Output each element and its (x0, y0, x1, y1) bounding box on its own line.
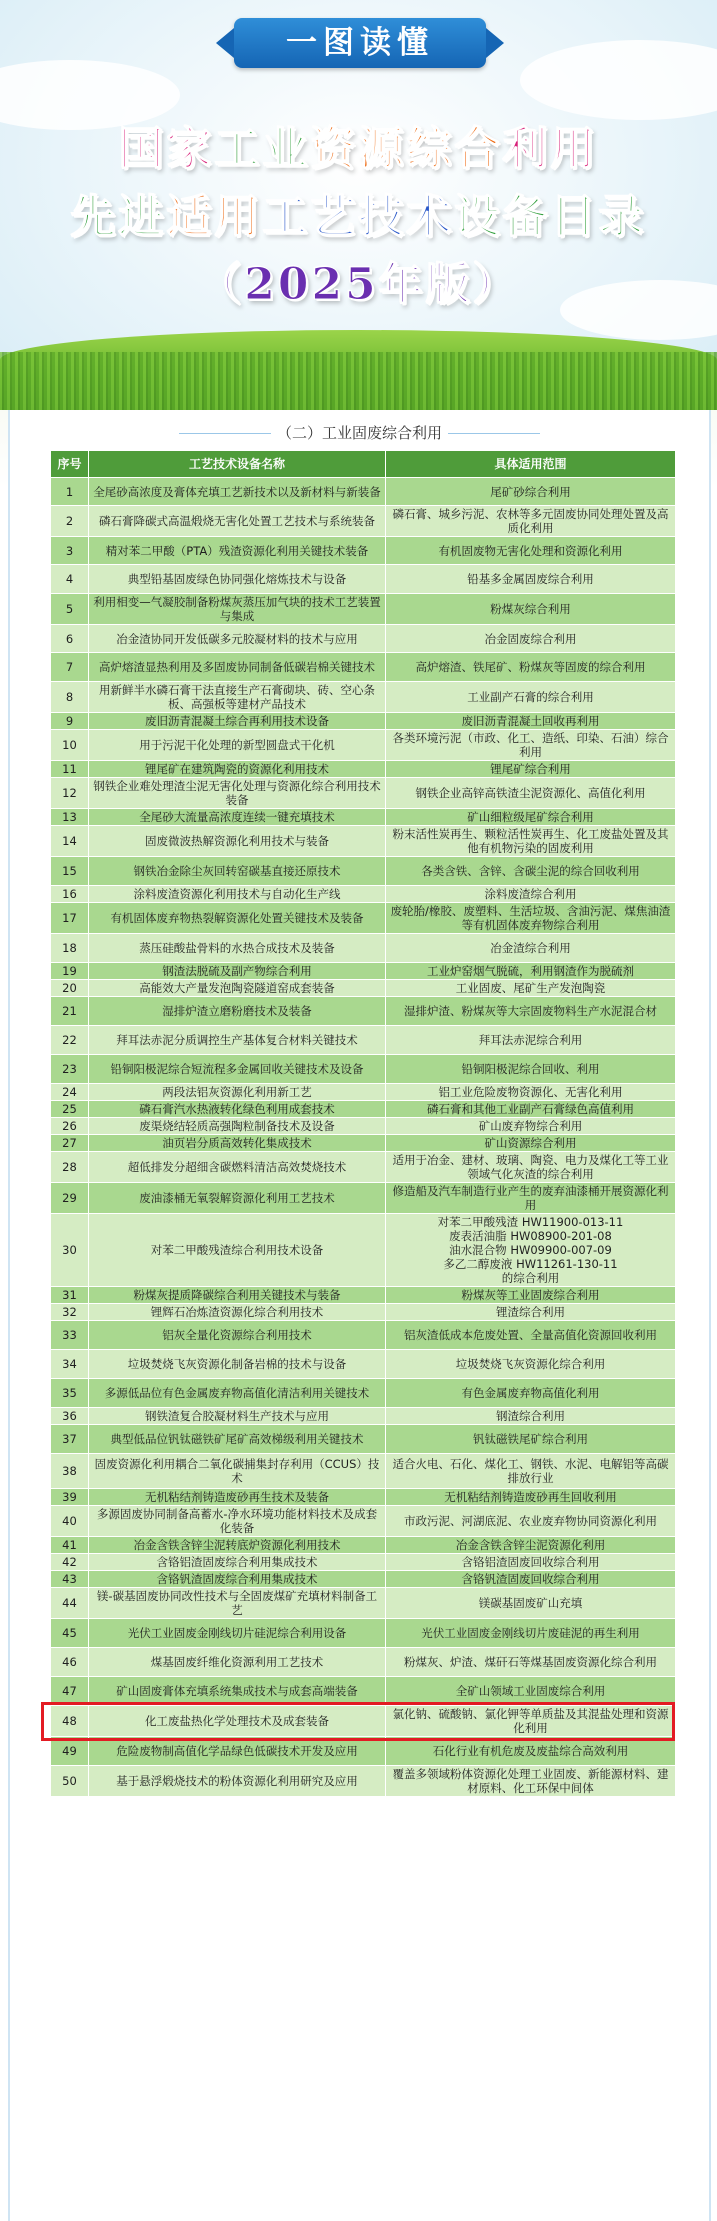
tech-name-cell: 废渠烧结轻质高强陶粒制备技术及设备 (89, 1118, 386, 1135)
row-number-cell: 36 (51, 1408, 89, 1425)
table-row (51, 565, 676, 594)
highlight-box-row-48 (41, 1702, 675, 1741)
header-no: 序号 (51, 451, 89, 478)
row-number-cell: 8 (51, 682, 89, 713)
title-segment: 设备目录 (454, 190, 647, 243)
title-segment: 工艺技术 (262, 190, 455, 243)
tech-name-cell: 基于悬浮煅烧技术的粉体资源化利用研究及应用 (89, 1766, 386, 1797)
tech-name-cell: 危险废物制高值化学品绿色低碳技术开发及应用 (89, 1737, 386, 1766)
table-row (51, 1055, 676, 1084)
row-number-cell: 2 (51, 506, 89, 537)
main-title-line1 (0, 112, 717, 177)
row-number-cell: 4 (51, 565, 89, 594)
table-row (51, 506, 676, 537)
tech-name-cell: 湿排炉渣立磨粉磨技术及装备 (89, 997, 386, 1026)
scope-cell: 磷石膏、城乡污泥、农林等多元固废协同处理处置及高质化利用 (386, 506, 676, 537)
divider (179, 433, 271, 434)
tech-name-cell: 垃圾焚烧飞灰资源化制备岩棉的技术与设备 (89, 1350, 386, 1379)
tech-name-cell: 含铬铝渣固废综合利用集成技术 (89, 1554, 386, 1571)
scope-cell: 光伏工业固废金刚线切片废硅泥的再生利用 (386, 1619, 676, 1648)
ribbon-label: 一图读懂 (234, 18, 486, 68)
row-number-cell: 35 (51, 1379, 89, 1408)
tech-name-cell: 拜耳法赤泥分质调控生产基体复合材料关键技术 (89, 1026, 386, 1055)
tech-name-cell: 全尾砂高浓度及膏体充填工艺新技术以及新材料与新装备 (89, 478, 386, 506)
scope-cell: 含铬铝渣固废回收综合利用 (386, 1554, 676, 1571)
table-row (51, 1554, 676, 1571)
tech-name-cell: 锂尾矿在建筑陶瓷的资源化利用技术 (89, 761, 386, 778)
row-number-cell: 47 (51, 1677, 89, 1706)
table-row (51, 1489, 676, 1506)
scope-cell: 工业固废、尾矿生产发泡陶瓷 (386, 980, 676, 997)
row-number-cell: 13 (51, 809, 89, 826)
row-number-cell: 30 (51, 1214, 89, 1287)
table-row (51, 1084, 676, 1101)
row-number-cell: 41 (51, 1537, 89, 1554)
title-segment: 适用 (166, 190, 263, 243)
table-row (51, 713, 676, 730)
scope-cell: 粉煤灰等工业固废综合利用 (386, 1287, 676, 1304)
table-row (51, 1619, 676, 1648)
table-row (51, 1571, 676, 1588)
tech-name-cell: 粉煤灰提质降碳综合利用关键技术与装备 (89, 1287, 386, 1304)
row-number-cell: 12 (51, 778, 89, 809)
row-number-cell: 19 (51, 963, 89, 980)
tech-name-cell: 典型铅基固废绿色协同强化熔炼技术与设备 (89, 565, 386, 594)
header-scope: 具体适用范围 (386, 451, 676, 478)
table-row (51, 537, 676, 565)
header-name: 工艺技术设备名称 (89, 451, 386, 478)
table-row (51, 809, 676, 826)
tech-name-cell: 利用相变—气凝胶制备粉煤灰蒸压加气块的技术工艺装置与集成 (89, 594, 386, 625)
tech-name-cell: 化工废盐热化学处理技术及成套装备 (89, 1706, 386, 1737)
scope-cell: 适合火电、石化、煤化工、钢铁、水泥、电解铝等高碳排放行业 (386, 1454, 676, 1489)
scope-cell: 钢渣综合利用 (386, 1408, 676, 1425)
scope-cell: 有色金属废弃物高值化利用 (386, 1379, 676, 1408)
table-row (51, 903, 676, 934)
table-row (51, 778, 676, 809)
scope-cell: 粉煤灰、炉渣、煤矸石等煤基固废资源化综合利用 (386, 1648, 676, 1677)
row-number-cell: 34 (51, 1350, 89, 1379)
tech-name-cell: 固废微波热解资源化利用技术与装备 (89, 826, 386, 857)
row-number-cell: 15 (51, 857, 89, 886)
scope-cell: 各类含铁、含锌、含碳尘泥的综合回收利用 (386, 857, 676, 886)
scope-cell: 冶金渣综合利用 (386, 934, 676, 963)
table-row (51, 1101, 676, 1118)
tech-name-cell: 锂辉石冶炼渣资源化综合利用技术 (89, 1304, 386, 1321)
tech-name-cell: 多源固废协同制备高蓄水-净水环境功能材料技术及成套化装备 (89, 1506, 386, 1537)
edition-label: （2025年版） (197, 259, 520, 310)
row-number-cell: 31 (51, 1287, 89, 1304)
row-number-cell: 14 (51, 826, 89, 857)
scope-cell: 市政污泥、河湖底泥、农业废弃物协同资源化利用 (386, 1506, 676, 1537)
scope-cell: 矿山细粒级尾矿综合利用 (386, 809, 676, 826)
row-number-cell: 27 (51, 1135, 89, 1152)
title-segment: 利用 (502, 122, 599, 175)
scope-cell: 废旧沥青混凝土回收再利用 (386, 713, 676, 730)
tech-name-cell: 废旧沥青混凝土综合再利用技术设备 (89, 713, 386, 730)
row-number-cell: 17 (51, 903, 89, 934)
tech-name-cell: 含铬钒渣固废综合利用集成技术 (89, 1571, 386, 1588)
row-number-cell: 29 (51, 1183, 89, 1214)
tech-name-cell: 油页岩分质高效转化集成技术 (89, 1135, 386, 1152)
table-row (51, 1214, 676, 1287)
table-row (51, 1408, 676, 1425)
scope-cell: 铅铜阳极泥综合回收、利用 (386, 1055, 676, 1084)
scope-cell: 冶金含铁含锌尘泥资源化利用 (386, 1537, 676, 1554)
scope-cell: 矿山废弃物综合利用 (386, 1118, 676, 1135)
main-title-line2 (0, 180, 717, 245)
tech-name-cell: 钢渣法脱硫及副产物综合利用 (89, 963, 386, 980)
row-number-cell: 44 (51, 1588, 89, 1619)
scope-cell: 各类环境污泥（市政、化工、造纸、印染、石油）综合利用 (386, 730, 676, 761)
table-row (51, 625, 676, 653)
row-number-cell: 6 (51, 625, 89, 653)
row-number-cell: 9 (51, 713, 89, 730)
title-segment: 工业 (214, 122, 311, 175)
scope-cell: 氯化钠、硫酸钠、氯化钾等单质盐及其混盐处理和资源化利用 (386, 1706, 676, 1737)
row-number-cell: 46 (51, 1648, 89, 1677)
table-row (51, 1454, 676, 1489)
table-row (51, 1379, 676, 1408)
row-number-cell: 32 (51, 1304, 89, 1321)
tech-name-cell: 铅铜阳极泥综合短流程多金属回收关键技术及设备 (89, 1055, 386, 1084)
table-row (51, 963, 676, 980)
scope-cell: 铅基多金属固废综合利用 (386, 565, 676, 594)
table-row (51, 653, 676, 682)
table-row (51, 1287, 676, 1304)
table-row (51, 1537, 676, 1554)
table-row (51, 1766, 676, 1797)
tech-name-cell: 废油漆桶无氧裂解资源化利用工艺技术 (89, 1183, 386, 1214)
tech-name-cell: 光伏工业固废金刚线切片硅泥综合利用设备 (89, 1619, 386, 1648)
scope-cell: 石化行业有机危废及废盐综合高效利用 (386, 1737, 676, 1766)
tech-name-cell: 精对苯二甲酸（PTA）残渣资源化利用关键技术装备 (89, 537, 386, 565)
table-row (51, 1350, 676, 1379)
scope-cell: 锂尾矿综合利用 (386, 761, 676, 778)
row-number-cell: 21 (51, 997, 89, 1026)
header-banner (0, 0, 717, 410)
row-number-cell: 18 (51, 934, 89, 963)
row-number-cell: 43 (51, 1571, 89, 1588)
table-row (51, 997, 676, 1026)
table-row (51, 1737, 676, 1766)
table-row (51, 761, 676, 778)
tech-name-cell: 矿山固废膏体充填系统集成技术与成套高端装备 (89, 1677, 386, 1706)
tech-name-cell: 无机粘结剂铸造废砂再生技术及装备 (89, 1489, 386, 1506)
scope-cell: 覆盖多领域粉体资源化处理工业固废、新能源材料、建材原料、化工环保中间体 (386, 1766, 676, 1797)
table-row (51, 1321, 676, 1350)
scope-cell: 全矿山领域工业固废综合利用 (386, 1677, 676, 1706)
tech-name-cell: 用新鲜半水磷石膏干法直接生产石膏砌块、砖、空心条板、高强板等建材产品技术 (89, 682, 386, 713)
tech-name-cell: 用于污泥干化处理的新型圆盘式干化机 (89, 730, 386, 761)
tech-name-cell: 钢铁冶金除尘灰回转窑碳基直接还原技术 (89, 857, 386, 886)
table-row (51, 1588, 676, 1619)
scope-cell: 钒钛磁铁尾矿综合利用 (386, 1425, 676, 1454)
tech-name-cell: 多源低品位有色金属废弃物高值化清洁利用关键技术 (89, 1379, 386, 1408)
table-row (51, 980, 676, 997)
table-row (51, 1026, 676, 1055)
row-number-cell: 16 (51, 886, 89, 903)
scope-cell: 含铬钒渣固废回收综合利用 (386, 1571, 676, 1588)
scope-cell: 磷石膏和其他工业副产石膏绿色高值利用 (386, 1101, 676, 1118)
title-segment: 资源综合 (310, 122, 503, 175)
row-number-cell: 48 (51, 1706, 89, 1737)
scope-cell: 粉末活性炭再生、颗粒活性炭再生、化工废盐处置及其他有机物污染的固废利用 (386, 826, 676, 857)
row-number-cell: 24 (51, 1084, 89, 1101)
row-number-cell: 7 (51, 653, 89, 682)
row-number-cell: 40 (51, 1506, 89, 1537)
catalog-table (50, 450, 676, 1797)
scope-cell: 铝灰渣低成本危废处置、全量高值化资源回收利用 (386, 1321, 676, 1350)
row-number-cell: 39 (51, 1489, 89, 1506)
table-row (51, 1304, 676, 1321)
scope-cell: 工业副产石膏的综合利用 (386, 682, 676, 713)
table-row (51, 857, 676, 886)
section-title-text: （二）工业固废综合利用 (276, 424, 442, 442)
tech-name-cell: 两段法铝灰资源化利用新工艺 (89, 1084, 386, 1101)
tech-name-cell: 冶金渣协同开发低碳多元胶凝材料的技术与应用 (89, 625, 386, 653)
scope-cell: 拜耳法赤泥综合利用 (386, 1026, 676, 1055)
tech-name-cell: 高能效大产量发泡陶瓷隧道窑成套装备 (89, 980, 386, 997)
tech-name-cell: 有机固体废弃物热裂解资源化处置关键技术及装备 (89, 903, 386, 934)
table-row (51, 730, 676, 761)
table-row (51, 682, 676, 713)
table-row (51, 826, 676, 857)
tech-name-cell: 典型低品位钒钛磁铁矿尾矿高效梯级利用关键技术 (89, 1425, 386, 1454)
row-number-cell: 20 (51, 980, 89, 997)
tech-name-cell: 铝灰全量化资源综合利用技术 (89, 1321, 386, 1350)
tech-name-cell: 高炉熔渣显热利用及多固废协同制备低碳岩棉关键技术 (89, 653, 386, 682)
scope-cell: 镁碳基固废矿山充填 (386, 1588, 676, 1619)
scope-cell: 尾矿砂综合利用 (386, 478, 676, 506)
content-panel (8, 410, 711, 2221)
row-number-cell: 33 (51, 1321, 89, 1350)
scope-cell: 锂渣综合利用 (386, 1304, 676, 1321)
table-row (51, 1425, 676, 1454)
row-number-cell: 11 (51, 761, 89, 778)
tech-name-cell: 全尾砂大流量高浓度连续一键充填技术 (89, 809, 386, 826)
row-number-cell: 22 (51, 1026, 89, 1055)
table-header-row (51, 451, 676, 478)
tech-name-cell: 冶金含铁含锌尘泥转底炉资源化利用技术 (89, 1537, 386, 1554)
row-number-cell: 38 (51, 1454, 89, 1489)
tech-name-cell: 钢铁渣复合胶凝材料生产技术与应用 (89, 1408, 386, 1425)
row-number-cell: 26 (51, 1118, 89, 1135)
table-row (51, 1648, 676, 1677)
tech-name-cell: 镁-碳基固废协同改性技术与全固废煤矿充填材料制备工艺 (89, 1588, 386, 1619)
scope-cell: 有机固废物无害化处理和资源化利用 (386, 537, 676, 565)
scope-cell: 无机粘结剂铸造废砂再生回收利用 (386, 1489, 676, 1506)
table-row (51, 1506, 676, 1537)
table-row (51, 594, 676, 625)
row-number-cell: 28 (51, 1152, 89, 1183)
table-row (51, 886, 676, 903)
grass-texture (0, 352, 717, 410)
row-number-cell: 5 (51, 594, 89, 625)
scope-cell: 适用于冶金、建材、玻璃、陶瓷、电力及煤化工等工业领域气化灰渣的综合利用 (386, 1152, 676, 1183)
scope-cell: 湿排炉渣、粉煤灰等大宗固废物料生产水泥混合材 (386, 997, 676, 1026)
scope-cell: 工业炉窑烟气脱硫，利用钢渣作为脱硫剂 (386, 963, 676, 980)
title-segment: 国家 (118, 122, 215, 175)
section-title (10, 422, 709, 443)
tech-name-cell: 磷石膏汽水热液转化绿色利用成套技术 (89, 1101, 386, 1118)
scope-cell: 冶金固废综合利用 (386, 625, 676, 653)
scope-cell: 废轮胎/橡胶、废塑料、生活垃圾、含油污泥、煤焦油渣等有机固体废弃物综合利用 (386, 903, 676, 934)
divider (448, 433, 540, 434)
row-number-cell: 42 (51, 1554, 89, 1571)
title-segment: 先进 (70, 190, 167, 243)
scope-cell: 对苯二甲酸残渣 HW11900-013-11 废表活油脂 HW08900-201-08 油水混合物 HW09900-007-09 多乙二醇废液 HW11261-130-11 的综合利用 (386, 1214, 676, 1287)
row-number-cell: 50 (51, 1766, 89, 1797)
row-number-cell: 49 (51, 1737, 89, 1766)
table-row (51, 478, 676, 506)
tech-name-cell: 钢铁企业难处理渣尘泥无害化处理与资源化综合利用技术装备 (89, 778, 386, 809)
table-row (51, 1152, 676, 1183)
tech-name-cell: 磷石膏降碳式高温煅烧无害化处置工艺技术与系统装备 (89, 506, 386, 537)
table-row (51, 1135, 676, 1152)
row-number-cell: 1 (51, 478, 89, 506)
scope-cell: 涂料废渣综合利用 (386, 886, 676, 903)
tech-name-cell: 涂料废渣资源化利用技术与自动化生产线 (89, 886, 386, 903)
row-number-cell: 10 (51, 730, 89, 761)
table-row (51, 1183, 676, 1214)
scope-cell: 垃圾焚烧飞灰资源化综合利用 (386, 1350, 676, 1379)
row-number-cell: 25 (51, 1101, 89, 1118)
scope-cell: 修造船及汽车制造行业产生的废弃油漆桶开展资源化利用 (386, 1183, 676, 1214)
row-number-cell: 23 (51, 1055, 89, 1084)
table-body (51, 478, 676, 1797)
scope-cell: 矿山资源综合利用 (386, 1135, 676, 1152)
tech-name-cell: 蒸压硅酸盐骨料的水热合成技术及装备 (89, 934, 386, 963)
tech-name-cell: 煤基固废纤维化资源利用工艺技术 (89, 1648, 386, 1677)
row-number-cell: 3 (51, 537, 89, 565)
tech-name-cell: 超低排发分超细含碳燃料清洁高效焚烧技术 (89, 1152, 386, 1183)
scope-cell: 粉煤灰综合利用 (386, 594, 676, 625)
table-row (51, 1118, 676, 1135)
tech-name-cell: 对苯二甲酸残渣综合利用技术设备 (89, 1214, 386, 1287)
scope-cell: 钢铁企业高锌高铁渣尘泥资源化、高值化利用 (386, 778, 676, 809)
table-row (51, 934, 676, 963)
row-number-cell: 37 (51, 1425, 89, 1454)
scope-cell: 高炉熔渣、铁尾矿、粉煤灰等固废的综合利用 (386, 653, 676, 682)
row-number-cell: 45 (51, 1619, 89, 1648)
scope-cell: 铝工业危险废物资源化、无害化利用 (386, 1084, 676, 1101)
tech-name-cell: 固废资源化利用耦合二氧化碳捕集封存利用（CCUS）技术 (89, 1454, 386, 1489)
